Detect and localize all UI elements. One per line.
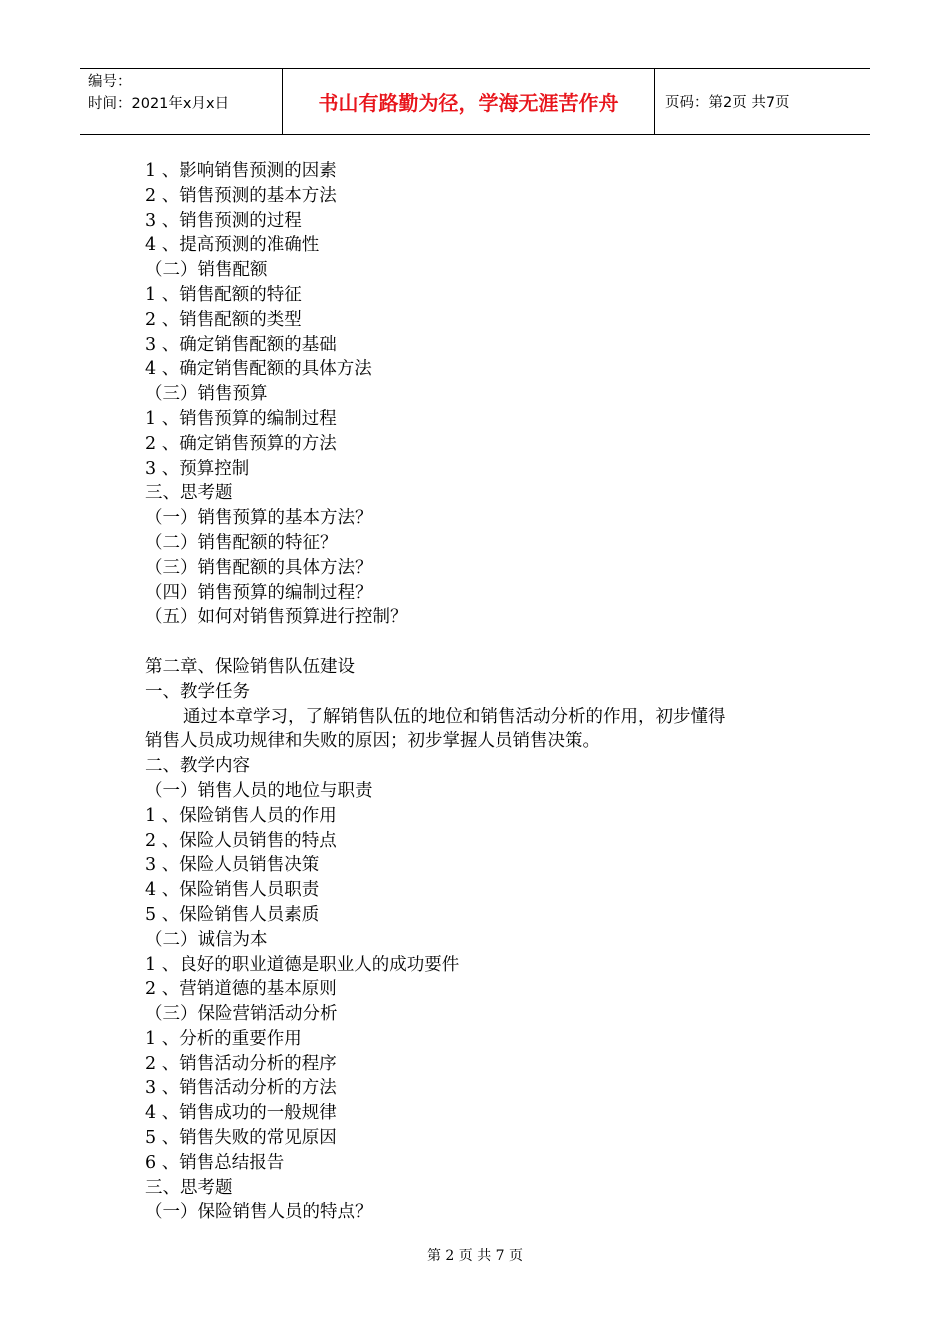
header-table	[80, 68, 870, 135]
text-line: 1 、良好的职业道德是职业人的成功要件	[145, 954, 460, 975]
question-line: （二）销售配额的特征？	[145, 532, 338, 553]
text-line: 4 、保险销售人员职责	[145, 880, 320, 901]
text-line: 2 、销售配额的类型	[145, 309, 302, 330]
section-heading: （二）诚信为本	[145, 929, 268, 950]
number-label: 编号：	[88, 74, 132, 90]
question-line: （一）销售预算的基本方法？	[145, 508, 373, 529]
page-footer: 第 2 页 共 7 页	[426, 1248, 524, 1264]
page-label: 页码：第2页 共7页	[665, 95, 790, 111]
document-body	[145, 159, 825, 1225]
time-label: 时间：2021年x月x日	[88, 96, 230, 112]
text-line: 2 、确定销售预算的方法	[145, 433, 337, 454]
question-line: （五）如何对销售预算进行控制？	[145, 607, 408, 628]
text-line: 4 、销售成功的一般规律	[145, 1103, 337, 1124]
question-line: （三）销售配额的具体方法？	[145, 557, 373, 578]
paragraph-line: 通过本章学习，了解销售队伍的地位和销售活动分析的作用，初步懂得	[183, 706, 726, 727]
question-line: （四）销售预算的编制过程？	[145, 582, 373, 603]
question-line: （一）保险销售人员的特点？	[145, 1202, 373, 1223]
section-heading: 三、思考题	[145, 1177, 233, 1198]
section-heading: （一）销售人员的地位与职责	[145, 780, 373, 801]
text-line: 5 、销售失败的常见原因	[145, 1128, 337, 1149]
section-heading: （三）销售预算	[145, 384, 268, 405]
blank-line	[145, 630, 825, 655]
text-line: 4 、提高预测的准确性	[145, 235, 320, 256]
text-line: 2 、销售活动分析的程序	[145, 1053, 337, 1074]
chapter-title: 第二章、保险销售队伍建设	[145, 656, 355, 677]
text-line: 1 、影响销售预测的因素	[145, 161, 337, 181]
section-heading: （二）销售配额	[145, 260, 268, 281]
text-line: 3 、确定销售配额的基础	[145, 334, 337, 355]
motto: 书山有路勤为径，学海无涯苦作舟	[283, 69, 655, 134]
text-line: 1 、销售预算的编制过程	[145, 408, 337, 429]
text-line: 4 、确定销售配额的具体方法	[145, 359, 372, 380]
text-line: 2 、保险人员销售的特点	[145, 830, 337, 851]
text-line: 5 、保险销售人员素质	[145, 904, 320, 925]
text-line: 1 、保险销售人员的作用	[145, 805, 337, 826]
text-line: 6 、销售总结报告	[145, 1152, 285, 1173]
text-line: 3 、保险人员销售决策	[145, 855, 320, 876]
text-line: 3 、销售预测的过程	[145, 210, 302, 231]
section-heading: 一、教学任务	[145, 681, 250, 702]
header-left-cell	[80, 69, 283, 134]
text-line: 3 、预算控制	[145, 458, 250, 479]
section-heading: （三）保险营销活动分析	[145, 1004, 338, 1025]
section-heading: 二、教学内容	[145, 756, 250, 777]
section-heading: 三、思考题	[145, 483, 233, 504]
text-line: 1 、销售配额的特征	[145, 284, 302, 305]
paragraph-line: 销售人员成功规律和失败的原因；初步掌握人员销售决策。	[145, 731, 600, 752]
text-line: 3 、销售活动分析的方法	[145, 1078, 337, 1099]
text-line: 1 、分析的重要作用	[145, 1028, 302, 1049]
text-line: 2 、销售预测的基本方法	[145, 185, 337, 206]
text-line: 2 、营销道德的基本原则	[145, 979, 337, 1000]
